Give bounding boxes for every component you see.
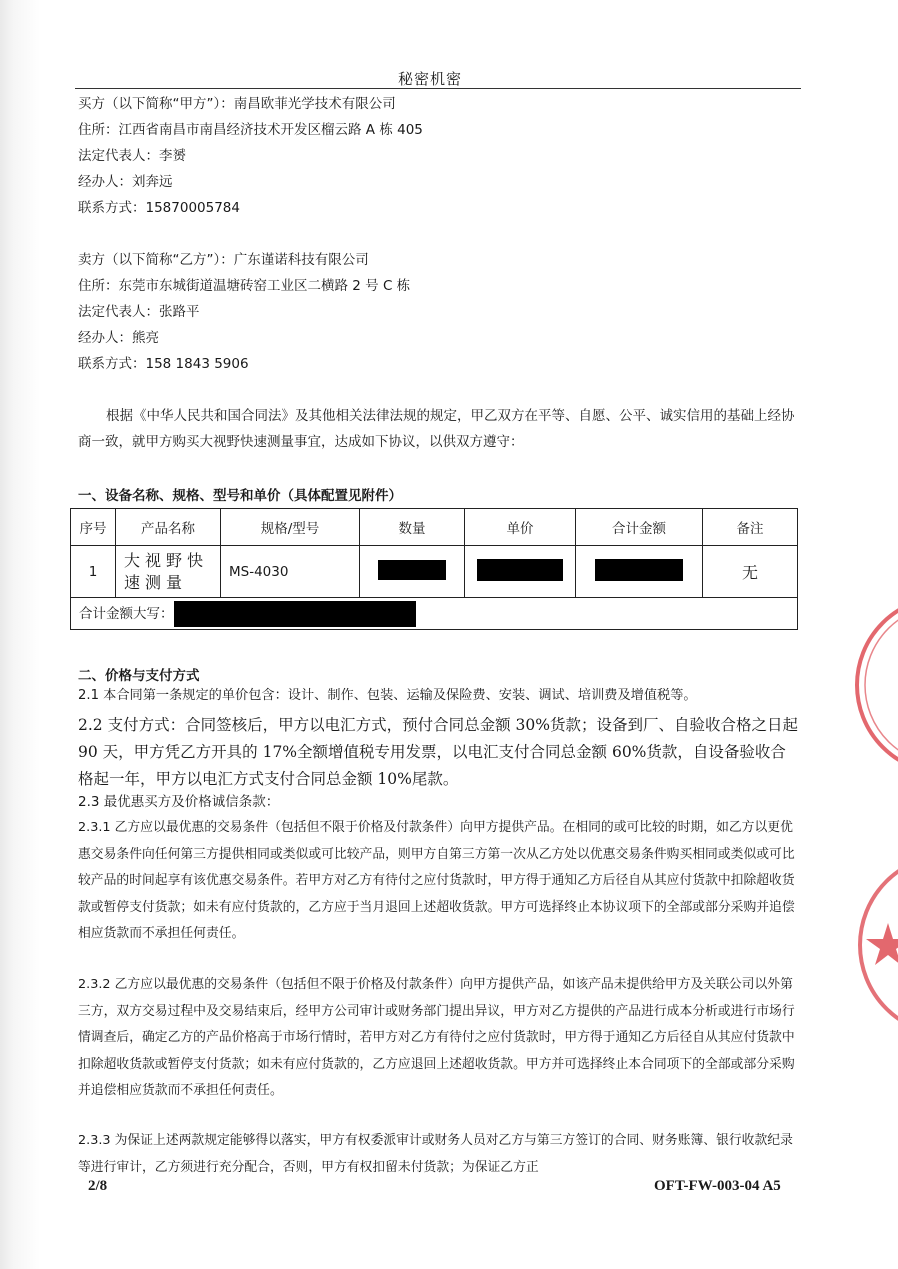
col-header-price: 单价 — [465, 509, 576, 546]
seller-address: 住所：东莞市东城街道温塘砖窑工业区二横路 2 号 C 栋 — [78, 278, 411, 294]
confidential-header: 秘密机密 — [398, 70, 463, 88]
buyer-legal-rep: 法定代表人：李赟 — [78, 148, 186, 164]
row-total — [576, 546, 703, 598]
clause-2-3-2: 2.3.2 乙方应以最优惠的交易条件（包括但不限于价格及付款条件）向甲方提供产品，如该产品未提供给甲方及关联公司以外第三方，双方交易过程中及交易结束后，经甲方公司审计或财务部门提出异议，甲方对乙方提供的产品进行成本分析或进行市场行情调查后，确定乙方的产品价格高于市场行情时，若甲方对乙方有待付之应付货款时，甲方得于通知乙方后径自从其应付货款中扣除超收货款或暂停支付货款；如未有应付货款的，乙方应退回上述超收货款。甲方并可选择终止本合同项下的全部或部分采购并追偿相应货款而不承担任何责任。 — [78, 977, 795, 1098]
row-no: 1 — [71, 546, 116, 598]
col-header-name: 产品名称 — [116, 509, 221, 546]
redaction-box — [174, 601, 416, 627]
page-number: 2/8 — [88, 1178, 108, 1194]
seller-name: 卖方（以下简称“乙方”）：广东谨诺科技有限公司 — [78, 252, 369, 268]
buyer-address: 住所：江西省南昌市南昌经济技术开发区榴云路 A 栋 405 — [78, 122, 423, 138]
total-amount-cell — [71, 598, 798, 630]
seller-contact: 联系方式：158 1843 5906 — [78, 356, 249, 372]
clause-2-3-3: 2.3.3 为保证上述两款规定能够得以落实，甲方有权委派审计或财务人员对乙方与第三方签订的合同、财务账簿、银行收款纪录等进行审计，乙方须进行充分配合，否则，甲方有权扣留未付货款；为保证乙方正 — [78, 1133, 793, 1175]
clause-2-3: 2.3 最优惠买方及价格诚信条款： — [78, 794, 280, 810]
row-price — [465, 546, 576, 598]
clause-2-1: 2.1 本合同第一条规定的单价包含：设计、制作、包装、运输及保险费、安装、调试、培训费及增值税等。 — [78, 688, 697, 703]
equipment-table — [70, 508, 798, 630]
seller-agent: 经办人：熊亮 — [78, 330, 159, 346]
section2-title: 二、价格与支付方式 — [78, 668, 200, 684]
header-rule — [75, 88, 801, 89]
company-seal-partial — [850, 590, 898, 780]
buyer-name: 买方（以下简称“甲方”）：南昌欧菲光学技术有限公司 — [78, 96, 396, 112]
table-row — [71, 546, 798, 598]
col-header-qty: 数量 — [360, 509, 465, 546]
redaction-box — [378, 560, 446, 580]
intro-paragraph: 根据《中华人民共和国合同法》及其他相关法律法规的规定，甲乙双方在平等、自愿、公平、诚实信用的基础上经协商一致，就甲方购买大视野快速测量事宜，达成如下协议，以供双方遵守： — [78, 408, 795, 450]
contract-seal-partial — [858, 845, 898, 1045]
total-amount-label: 合计金额大写： — [79, 605, 174, 622]
table-total-row — [71, 598, 798, 630]
buyer-contact: 联系方式：15870005784 — [78, 200, 240, 216]
row-model: MS-4030 — [221, 546, 360, 598]
col-header-no: 序号 — [71, 509, 116, 546]
redaction-box — [477, 559, 563, 581]
col-header-total: 合计金额 — [576, 509, 703, 546]
table-header-row — [71, 509, 798, 546]
row-remark: 无 — [703, 546, 798, 598]
row-qty — [360, 546, 465, 598]
clause-2-3-1: 2.3.1 乙方应以最优惠的交易条件（包括但不限于价格及付款条件）向甲方提供产品。在相同的或可比较的时期，如乙方以更优惠交易条件向任何第三方提供相同或类似或可比较产品，则甲方自第三方第一次从乙方处以优惠交易条件购买相同或类似或可比较产品的时间起享有该优惠交易条件。若甲方对乙方有待付之应付货款时，甲方得于通知乙方后径自从其应付货款中扣除超收货款或暂停支付货款；如未有应付货款的，乙方应于当月退回上述超收货款。甲方可选择终止本协议项下的全部或部分采购并追偿相应货款而不承担任何责任。 — [78, 820, 795, 941]
seller-legal-rep: 法定代表人：张路平 — [78, 304, 200, 320]
redaction-box — [595, 559, 683, 581]
clause-2-2: 2.2 支付方式：合同签核后，甲方以电汇方式，预付合同总金额 30%货款；设备到厂、自验收合格之日起 90 天，甲方凭乙方开具的 17%全额增值税专用发票，以电汇支付合同总金额 60%货款，自设备验收合格起一年，甲方以电汇方式支付合同总金额 10%尾款。 — [78, 716, 798, 788]
document-code: OFT-FW-003-04 A5 — [654, 1178, 781, 1194]
col-header-remark: 备注 — [703, 509, 798, 546]
section1-title: 一、设备名称、规格、型号和单价（具体配置见附件） — [78, 488, 402, 504]
col-header-model: 规格/型号 — [221, 509, 360, 546]
row-product-name: 大视野快速测量 — [116, 546, 221, 598]
buyer-agent: 经办人：刘奔远 — [78, 174, 173, 190]
